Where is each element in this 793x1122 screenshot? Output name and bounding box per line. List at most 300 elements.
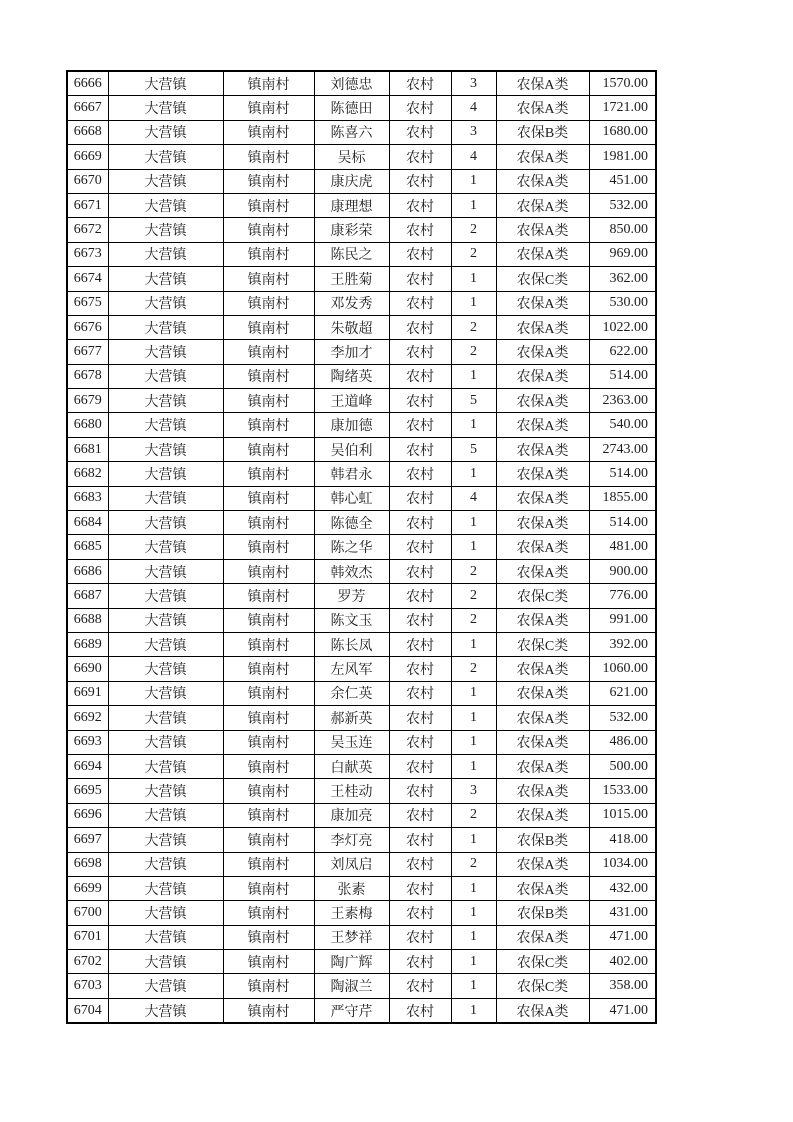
table-row (67, 706, 656, 730)
table-row (67, 584, 656, 608)
cell-person-count: 1 (451, 901, 496, 925)
cell-person-count: 1 (451, 950, 496, 974)
table-row (67, 925, 656, 949)
cell-amount: 622.00 (589, 340, 656, 364)
cell-amount: 431.00 (589, 901, 656, 925)
cell-residence-type: 农村 (389, 267, 451, 291)
cell-town: 大营镇 (108, 559, 223, 583)
cell-insurance-category: 农保A类 (496, 315, 589, 339)
cell-insurance-category: 农保A类 (496, 803, 589, 827)
cell-village: 镇南村 (223, 925, 314, 949)
cell-amount: 991.00 (589, 608, 656, 632)
cell-residence-type: 农村 (389, 681, 451, 705)
cell-person-name: 刘德忠 (314, 71, 389, 96)
table-row (67, 315, 656, 339)
cell-person-count: 1 (451, 413, 496, 437)
cell-person-name: 陈喜六 (314, 120, 389, 144)
cell-insurance-category: 农保A类 (496, 535, 589, 559)
cell-person-count: 1 (451, 730, 496, 754)
cell-record-number: 6671 (67, 193, 108, 217)
cell-person-name: 陶广辉 (314, 950, 389, 974)
cell-residence-type: 农村 (389, 389, 451, 413)
cell-amount: 1680.00 (589, 120, 656, 144)
cell-person-count: 3 (451, 120, 496, 144)
table-row (67, 340, 656, 364)
table-row (67, 267, 656, 291)
cell-amount: 1570.00 (589, 71, 656, 96)
cell-person-name: 王素梅 (314, 901, 389, 925)
cell-town: 大营镇 (108, 608, 223, 632)
cell-record-number: 6670 (67, 169, 108, 193)
cell-village: 镇南村 (223, 291, 314, 315)
cell-village: 镇南村 (223, 511, 314, 535)
cell-amount: 532.00 (589, 193, 656, 217)
cell-person-name: 王胜菊 (314, 267, 389, 291)
cell-village: 镇南村 (223, 96, 314, 120)
cell-record-number: 6695 (67, 779, 108, 803)
cell-insurance-category: 农保A类 (496, 681, 589, 705)
cell-record-number: 6700 (67, 901, 108, 925)
cell-village: 镇南村 (223, 828, 314, 852)
cell-village: 镇南村 (223, 657, 314, 681)
cell-person-name: 吴玉连 (314, 730, 389, 754)
cell-insurance-category: 农保C类 (496, 950, 589, 974)
cell-town: 大营镇 (108, 242, 223, 266)
cell-town: 大营镇 (108, 828, 223, 852)
cell-person-count: 2 (451, 242, 496, 266)
cell-residence-type: 农村 (389, 730, 451, 754)
cell-person-name: 王桂动 (314, 779, 389, 803)
cell-insurance-category: 农保A类 (496, 706, 589, 730)
table-row (67, 511, 656, 535)
cell-person-count: 1 (451, 925, 496, 949)
cell-insurance-category: 农保A类 (496, 486, 589, 510)
cell-record-number: 6678 (67, 364, 108, 388)
cell-town: 大营镇 (108, 267, 223, 291)
cell-town: 大营镇 (108, 681, 223, 705)
cell-residence-type: 农村 (389, 559, 451, 583)
cell-insurance-category: 农保A类 (496, 71, 589, 96)
cell-record-number: 6687 (67, 584, 108, 608)
cell-person-name: 左风军 (314, 657, 389, 681)
cell-person-count: 1 (451, 632, 496, 656)
cell-town: 大营镇 (108, 389, 223, 413)
cell-residence-type: 农村 (389, 901, 451, 925)
table-row (67, 145, 656, 169)
cell-record-number: 6684 (67, 511, 108, 535)
cell-insurance-category: 农保A类 (496, 242, 589, 266)
cell-person-count: 1 (451, 998, 496, 1023)
cell-insurance-category: 农保A类 (496, 998, 589, 1023)
cell-village: 镇南村 (223, 559, 314, 583)
cell-record-number: 6683 (67, 486, 108, 510)
cell-village: 镇南村 (223, 486, 314, 510)
cell-person-count: 4 (451, 486, 496, 510)
cell-person-name: 康庆虎 (314, 169, 389, 193)
cell-person-name: 朱敬超 (314, 315, 389, 339)
cell-insurance-category: 农保A类 (496, 145, 589, 169)
cell-village: 镇南村 (223, 681, 314, 705)
cell-record-number: 6679 (67, 389, 108, 413)
cell-person-count: 2 (451, 608, 496, 632)
cell-amount: 514.00 (589, 462, 656, 486)
cell-insurance-category: 农保A类 (496, 218, 589, 242)
cell-insurance-category: 农保B类 (496, 901, 589, 925)
cell-person-name: 李灯亮 (314, 828, 389, 852)
cell-amount: 530.00 (589, 291, 656, 315)
cell-residence-type: 农村 (389, 535, 451, 559)
cell-person-name: 陈德田 (314, 96, 389, 120)
cell-record-number: 6667 (67, 96, 108, 120)
cell-residence-type: 农村 (389, 950, 451, 974)
cell-town: 大营镇 (108, 486, 223, 510)
cell-amount: 1034.00 (589, 852, 656, 876)
cell-residence-type: 农村 (389, 242, 451, 266)
cell-town: 大营镇 (108, 511, 223, 535)
cell-residence-type: 农村 (389, 706, 451, 730)
cell-person-count: 1 (451, 267, 496, 291)
cell-person-name: 余仁英 (314, 681, 389, 705)
cell-village: 镇南村 (223, 462, 314, 486)
cell-village: 镇南村 (223, 193, 314, 217)
cell-village: 镇南村 (223, 267, 314, 291)
cell-residence-type: 农村 (389, 998, 451, 1023)
cell-insurance-category: 农保A类 (496, 925, 589, 949)
cell-record-number: 6673 (67, 242, 108, 266)
table-row (67, 974, 656, 998)
cell-person-name: 韩君永 (314, 462, 389, 486)
cell-person-count: 1 (451, 291, 496, 315)
cell-village: 镇南村 (223, 437, 314, 461)
cell-person-count: 3 (451, 779, 496, 803)
cell-person-name: 康加亮 (314, 803, 389, 827)
cell-amount: 418.00 (589, 828, 656, 852)
cell-residence-type: 农村 (389, 169, 451, 193)
cell-insurance-category: 农保A类 (496, 462, 589, 486)
cell-amount: 392.00 (589, 632, 656, 656)
cell-residence-type: 农村 (389, 145, 451, 169)
table-row (67, 681, 656, 705)
table-row (67, 657, 656, 681)
cell-person-name: 康理想 (314, 193, 389, 217)
cell-town: 大营镇 (108, 803, 223, 827)
cell-insurance-category: 农保A类 (496, 169, 589, 193)
cell-record-number: 6692 (67, 706, 108, 730)
cell-amount: 1855.00 (589, 486, 656, 510)
cell-person-name: 严守芹 (314, 998, 389, 1023)
cell-amount: 900.00 (589, 559, 656, 583)
cell-town: 大营镇 (108, 852, 223, 876)
cell-town: 大营镇 (108, 291, 223, 315)
cell-person-count: 1 (451, 364, 496, 388)
cell-insurance-category: 农保C类 (496, 632, 589, 656)
cell-record-number: 6668 (67, 120, 108, 144)
cell-town: 大营镇 (108, 779, 223, 803)
cell-person-count: 1 (451, 876, 496, 900)
cell-person-name: 康彩荣 (314, 218, 389, 242)
cell-amount: 481.00 (589, 535, 656, 559)
cell-residence-type: 农村 (389, 608, 451, 632)
cell-town: 大营镇 (108, 364, 223, 388)
cell-town: 大营镇 (108, 974, 223, 998)
cell-record-number: 6690 (67, 657, 108, 681)
cell-person-count: 2 (451, 559, 496, 583)
cell-village: 镇南村 (223, 852, 314, 876)
cell-insurance-category: 农保A类 (496, 657, 589, 681)
cell-residence-type: 农村 (389, 828, 451, 852)
cell-residence-type: 农村 (389, 193, 451, 217)
cell-amount: 1981.00 (589, 145, 656, 169)
cell-person-count: 1 (451, 681, 496, 705)
cell-record-number: 6696 (67, 803, 108, 827)
cell-residence-type: 农村 (389, 779, 451, 803)
cell-person-count: 1 (451, 462, 496, 486)
cell-town: 大营镇 (108, 96, 223, 120)
cell-person-count: 1 (451, 974, 496, 998)
cell-amount: 358.00 (589, 974, 656, 998)
cell-person-name: 陈德全 (314, 511, 389, 535)
cell-person-count: 2 (451, 803, 496, 827)
cell-village: 镇南村 (223, 706, 314, 730)
cell-residence-type: 农村 (389, 657, 451, 681)
cell-residence-type: 农村 (389, 364, 451, 388)
cell-record-number: 6666 (67, 71, 108, 96)
cell-town: 大营镇 (108, 120, 223, 144)
cell-amount: 1533.00 (589, 779, 656, 803)
cell-person-name: 陈民之 (314, 242, 389, 266)
cell-person-name: 陶绪英 (314, 364, 389, 388)
cell-person-name: 王梦祥 (314, 925, 389, 949)
cell-insurance-category: 农保A类 (496, 437, 589, 461)
table-row (67, 779, 656, 803)
table-row (67, 559, 656, 583)
cell-person-name: 康加德 (314, 413, 389, 437)
cell-person-count: 2 (451, 584, 496, 608)
cell-town: 大营镇 (108, 925, 223, 949)
table-row (67, 291, 656, 315)
cell-town: 大营镇 (108, 437, 223, 461)
table-row (67, 730, 656, 754)
cell-town: 大营镇 (108, 706, 223, 730)
table-row (67, 608, 656, 632)
cell-residence-type: 农村 (389, 925, 451, 949)
cell-person-count: 5 (451, 389, 496, 413)
cell-amount: 2743.00 (589, 437, 656, 461)
cell-record-number: 6699 (67, 876, 108, 900)
cell-record-number: 6698 (67, 852, 108, 876)
cell-amount: 2363.00 (589, 389, 656, 413)
cell-amount: 402.00 (589, 950, 656, 974)
table-row (67, 535, 656, 559)
cell-amount: 471.00 (589, 998, 656, 1023)
cell-person-count: 4 (451, 96, 496, 120)
cell-record-number: 6689 (67, 632, 108, 656)
cell-residence-type: 农村 (389, 120, 451, 144)
cell-town: 大营镇 (108, 876, 223, 900)
cell-person-name: 陈长凤 (314, 632, 389, 656)
cell-village: 镇南村 (223, 120, 314, 144)
cell-insurance-category: 农保A类 (496, 193, 589, 217)
cell-residence-type: 农村 (389, 413, 451, 437)
cell-village: 镇南村 (223, 730, 314, 754)
cell-person-name: 韩效杰 (314, 559, 389, 583)
cell-village: 镇南村 (223, 315, 314, 339)
cell-person-name: 张素 (314, 876, 389, 900)
cell-residence-type: 农村 (389, 876, 451, 900)
cell-amount: 486.00 (589, 730, 656, 754)
cell-village: 镇南村 (223, 145, 314, 169)
cell-insurance-category: 农保A类 (496, 364, 589, 388)
table-row (67, 754, 656, 778)
table-row (67, 852, 656, 876)
cell-town: 大营镇 (108, 193, 223, 217)
cell-insurance-category: 农保A类 (496, 413, 589, 437)
cell-person-name: 邓发秀 (314, 291, 389, 315)
cell-amount: 362.00 (589, 267, 656, 291)
cell-record-number: 6676 (67, 315, 108, 339)
cell-person-count: 1 (451, 828, 496, 852)
cell-village: 镇南村 (223, 901, 314, 925)
cell-person-count: 1 (451, 169, 496, 193)
cell-insurance-category: 农保C类 (496, 267, 589, 291)
cell-residence-type: 农村 (389, 511, 451, 535)
cell-person-name: 白献英 (314, 754, 389, 778)
table-row (67, 803, 656, 827)
cell-town: 大营镇 (108, 730, 223, 754)
cell-person-name: 吴伯利 (314, 437, 389, 461)
cell-amount: 451.00 (589, 169, 656, 193)
table-row (67, 169, 656, 193)
cell-record-number: 6672 (67, 218, 108, 242)
table-row (67, 242, 656, 266)
cell-person-count: 5 (451, 437, 496, 461)
table-row (67, 71, 656, 96)
table-row (67, 437, 656, 461)
cell-insurance-category: 农保B类 (496, 120, 589, 144)
cell-person-count: 2 (451, 657, 496, 681)
cell-person-count: 3 (451, 71, 496, 96)
cell-person-name: 罗芳 (314, 584, 389, 608)
table-row (67, 120, 656, 144)
cell-town: 大营镇 (108, 901, 223, 925)
cell-amount: 1022.00 (589, 315, 656, 339)
cell-insurance-category: 农保A类 (496, 340, 589, 364)
cell-insurance-category: 农保A类 (496, 852, 589, 876)
cell-person-name: 陈之华 (314, 535, 389, 559)
cell-residence-type: 农村 (389, 340, 451, 364)
cell-person-count: 1 (451, 511, 496, 535)
cell-village: 镇南村 (223, 803, 314, 827)
cell-person-count: 4 (451, 145, 496, 169)
cell-residence-type: 农村 (389, 437, 451, 461)
cell-town: 大营镇 (108, 145, 223, 169)
cell-record-number: 6682 (67, 462, 108, 486)
cell-residence-type: 农村 (389, 96, 451, 120)
table-row (67, 950, 656, 974)
cell-record-number: 6704 (67, 998, 108, 1023)
cell-insurance-category: 农保A类 (496, 779, 589, 803)
cell-person-count: 2 (451, 852, 496, 876)
cell-record-number: 6685 (67, 535, 108, 559)
cell-village: 镇南村 (223, 876, 314, 900)
cell-village: 镇南村 (223, 632, 314, 656)
cell-insurance-category: 农保A类 (496, 754, 589, 778)
cell-insurance-category: 农保A类 (496, 291, 589, 315)
cell-town: 大营镇 (108, 535, 223, 559)
cell-insurance-category: 农保A类 (496, 96, 589, 120)
cell-person-count: 1 (451, 754, 496, 778)
cell-amount: 1015.00 (589, 803, 656, 827)
cell-amount: 776.00 (589, 584, 656, 608)
cell-residence-type: 农村 (389, 852, 451, 876)
cell-person-name: 王道峰 (314, 389, 389, 413)
cell-person-name: 李加才 (314, 340, 389, 364)
cell-record-number: 6681 (67, 437, 108, 461)
cell-amount: 540.00 (589, 413, 656, 437)
cell-record-number: 6703 (67, 974, 108, 998)
cell-amount: 432.00 (589, 876, 656, 900)
table-body (67, 71, 656, 1023)
table-row (67, 96, 656, 120)
cell-person-count: 2 (451, 340, 496, 364)
cell-residence-type: 农村 (389, 584, 451, 608)
cell-residence-type: 农村 (389, 462, 451, 486)
cell-town: 大营镇 (108, 584, 223, 608)
table-row (67, 462, 656, 486)
cell-village: 镇南村 (223, 389, 314, 413)
cell-person-count: 2 (451, 218, 496, 242)
cell-town: 大营镇 (108, 315, 223, 339)
cell-record-number: 6677 (67, 340, 108, 364)
table-row (67, 193, 656, 217)
cell-village: 镇南村 (223, 974, 314, 998)
cell-record-number: 6674 (67, 267, 108, 291)
cell-record-number: 6691 (67, 681, 108, 705)
table-row (67, 828, 656, 852)
cell-village: 镇南村 (223, 169, 314, 193)
cell-village: 镇南村 (223, 218, 314, 242)
cell-town: 大营镇 (108, 462, 223, 486)
cell-town: 大营镇 (108, 340, 223, 364)
cell-insurance-category: 农保A类 (496, 511, 589, 535)
cell-person-name: 刘凤启 (314, 852, 389, 876)
cell-residence-type: 农村 (389, 803, 451, 827)
cell-village: 镇南村 (223, 413, 314, 437)
cell-insurance-category: 农保A类 (496, 559, 589, 583)
cell-person-name: 吴标 (314, 145, 389, 169)
cell-insurance-category: 农保A类 (496, 876, 589, 900)
cell-residence-type: 农村 (389, 632, 451, 656)
table-row (67, 486, 656, 510)
cell-insurance-category: 农保B类 (496, 828, 589, 852)
table-row (67, 998, 656, 1023)
cell-town: 大营镇 (108, 657, 223, 681)
cell-amount: 471.00 (589, 925, 656, 949)
cell-residence-type: 农村 (389, 291, 451, 315)
cell-record-number: 6688 (67, 608, 108, 632)
cell-residence-type: 农村 (389, 486, 451, 510)
cell-record-number: 6701 (67, 925, 108, 949)
cell-amount: 621.00 (589, 681, 656, 705)
cell-village: 镇南村 (223, 242, 314, 266)
cell-village: 镇南村 (223, 779, 314, 803)
cell-amount: 514.00 (589, 511, 656, 535)
cell-village: 镇南村 (223, 608, 314, 632)
cell-town: 大营镇 (108, 754, 223, 778)
cell-village: 镇南村 (223, 584, 314, 608)
cell-record-number: 6702 (67, 950, 108, 974)
cell-amount: 850.00 (589, 218, 656, 242)
